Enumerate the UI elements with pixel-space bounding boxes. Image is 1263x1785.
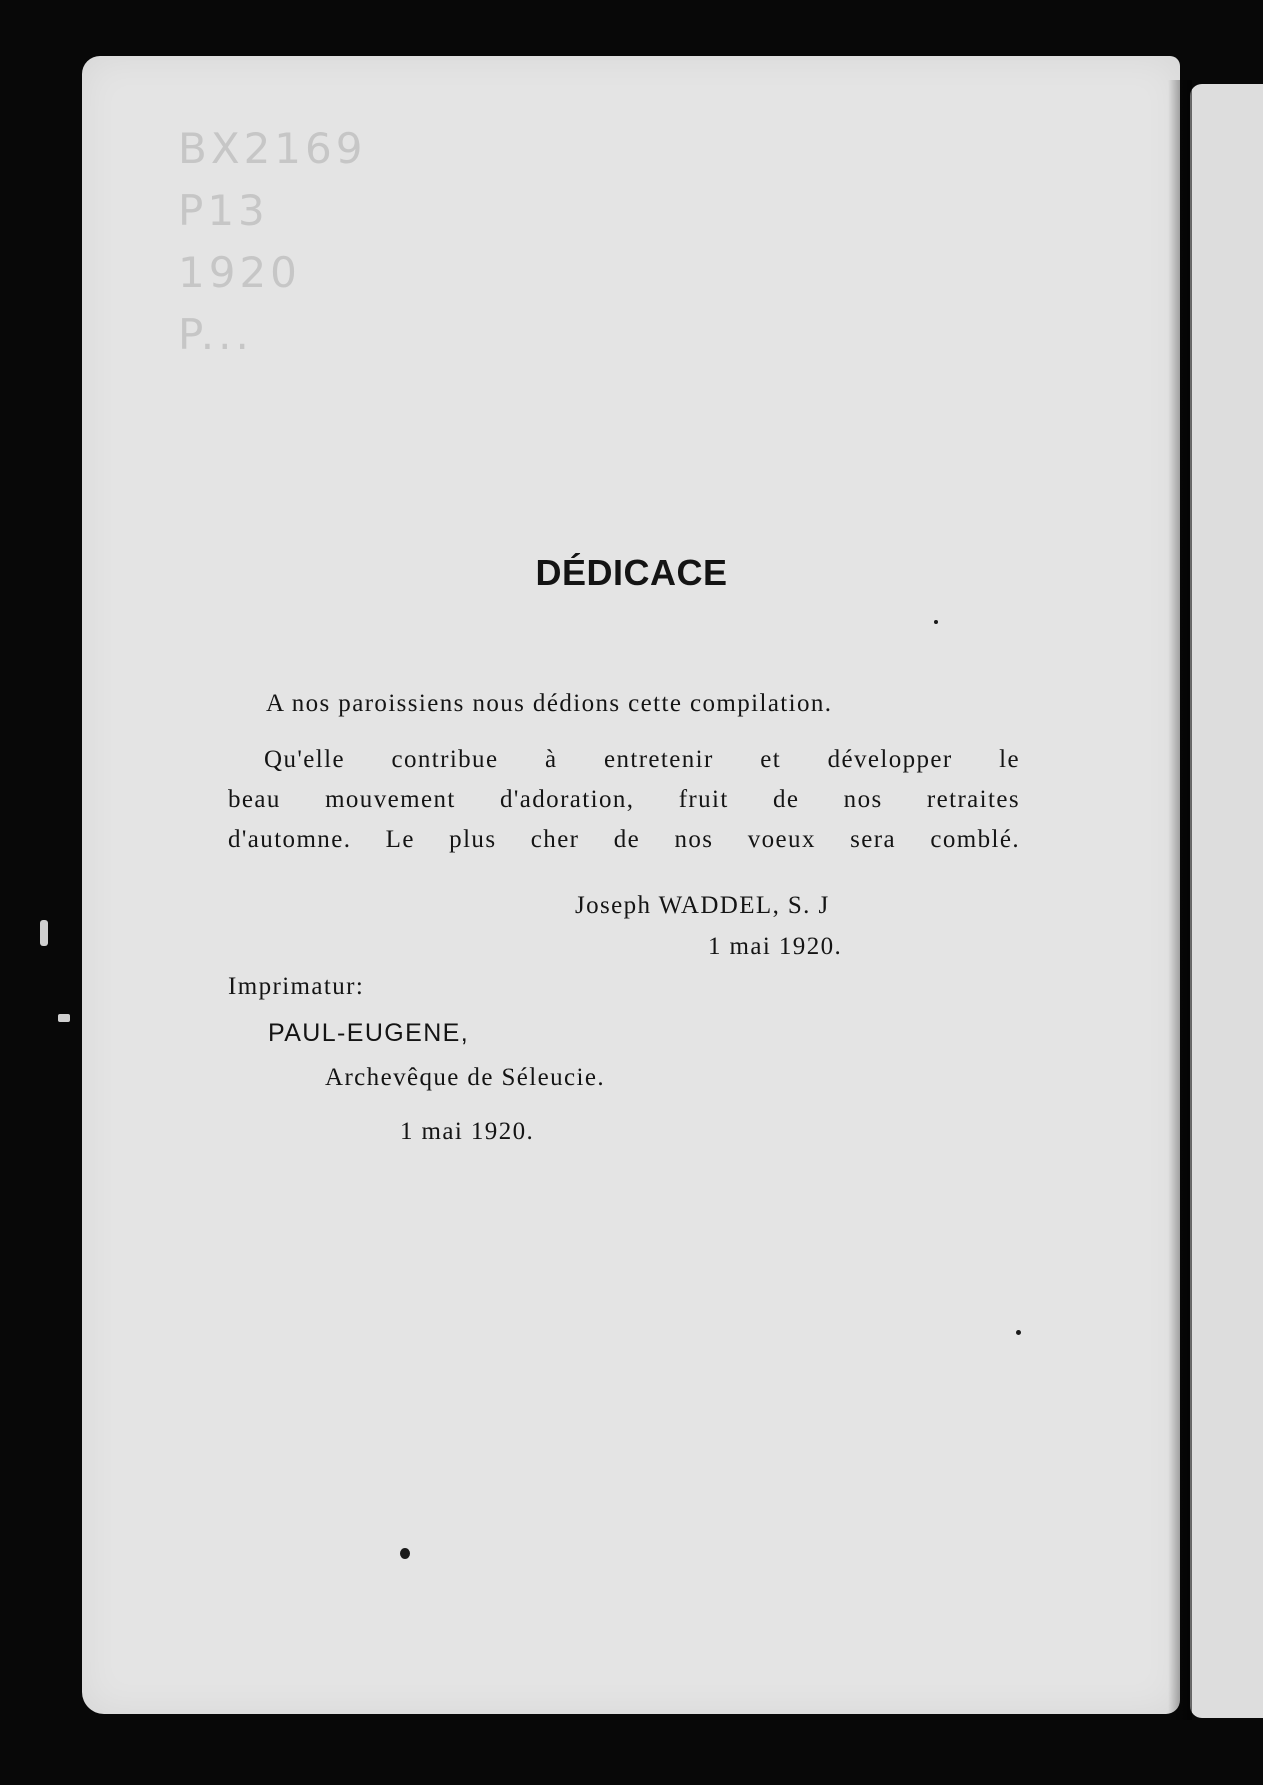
gutter-shadow — [1168, 80, 1192, 1720]
ink-speck — [934, 620, 938, 624]
ink-speck — [400, 1548, 410, 1559]
imprimatur-label: Imprimatur: — [228, 973, 365, 1000]
imprimatur-date: 1 mai 1920. — [400, 1118, 535, 1145]
facing-page — [1190, 84, 1263, 1718]
signature-date: 1 mai 1920. — [708, 933, 843, 960]
dedication-line-2: beau mouvement d'adoration, fruit de nos retraites — [228, 786, 1020, 813]
call-number-line-3: 1920 — [178, 248, 301, 297]
imprimatur-name: PAUL-EUGENE, — [268, 1019, 470, 1047]
imprimatur-title: Archevêque de Séleucie. — [325, 1064, 605, 1091]
call-number-line-2: P13 — [178, 186, 269, 235]
signature-name: Joseph WADDEL, S. J — [575, 892, 830, 919]
scan-edge-mark — [58, 1014, 70, 1022]
dedication-line-1: Qu'elle contribue à entretenir et développer le — [264, 746, 1020, 773]
call-number-line-1: BX2169 — [178, 124, 367, 173]
dedication-paragraph-2 — [228, 740, 1020, 860]
handwritten-call-number — [178, 118, 366, 366]
page-title: DÉDICACE — [535, 552, 728, 593]
ink-speck — [1016, 1330, 1021, 1335]
dedication-paragraph-1: A nos paroissiens nous dédions cette compilation. — [266, 690, 833, 717]
call-number-line-4: P... — [178, 310, 253, 359]
dedication-line-3: d'automne. Le plus cher de nos voeux sera comblé. — [228, 826, 1020, 853]
scan-edge-mark — [40, 920, 48, 946]
